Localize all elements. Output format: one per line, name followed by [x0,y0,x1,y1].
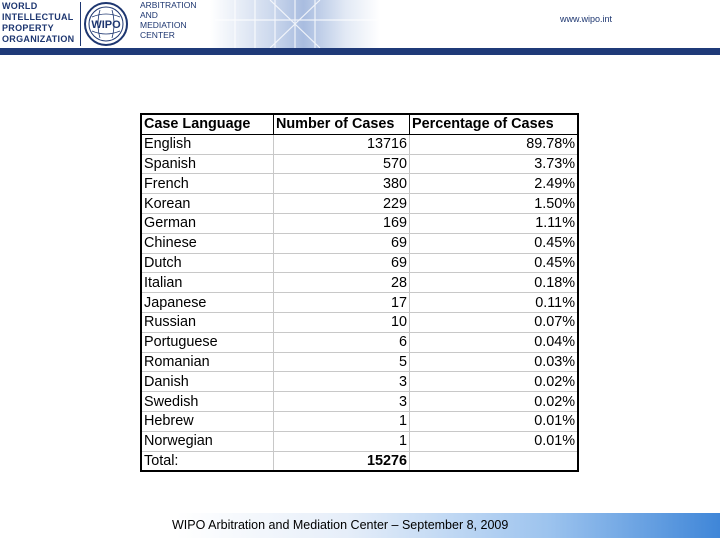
cell-number-of-cases: 28 [274,273,410,293]
cell-language: French [141,174,274,194]
header-decoration-lines [215,0,385,48]
cell-number-of-cases: 6 [274,332,410,352]
cell-percentage: 0.03% [410,352,579,372]
cell-language: Danish [141,372,274,392]
table-row [141,431,578,451]
table-total-row [141,451,578,471]
cell-number-of-cases: 5 [274,352,410,372]
cell-percentage: 0.02% [410,372,579,392]
cell-percentage: 0.07% [410,312,579,332]
table-row [141,154,578,174]
logo-text: WIPO [91,19,121,31]
cell-percentage: 0.18% [410,273,579,293]
column-header-number-of-cases: Number of Cases [274,114,410,134]
table-row [141,253,578,273]
center-name [140,0,197,40]
cell-number-of-cases: 10 [274,312,410,332]
cell-percentage: 0.02% [410,392,579,412]
cell-language: English [141,134,274,154]
cell-percentage: 1.11% [410,213,579,233]
case-language-table [140,113,579,472]
center-name-line: MEDIATION [140,20,187,30]
cell-language: German [141,213,274,233]
org-name-line: ORGANIZATION [2,34,75,44]
table-row [141,273,578,293]
org-name [2,1,78,45]
cell-number-of-cases: 380 [274,174,410,194]
cell-number-of-cases: 13716 [274,134,410,154]
cell-language: Chinese [141,233,274,253]
footer-text: WIPO Arbitration and Mediation Center – September 8, 2009 [172,518,509,532]
case-language-table-container [140,113,579,472]
cell-percentage: 0.01% [410,431,579,451]
cell-percentage: 2.49% [410,174,579,194]
cell-percentage: 1.50% [410,194,579,214]
table-row [141,312,578,332]
cell-number-of-cases: 570 [274,154,410,174]
cell-language: Romanian [141,352,274,372]
cell-percentage: 0.01% [410,411,579,431]
cell-number-of-cases: 15276 [274,451,410,471]
table-row [141,372,578,392]
cell-percentage: 0.45% [410,233,579,253]
cell-language: Norwegian [141,431,274,451]
table-row [141,134,578,154]
cell-number-of-cases: 69 [274,253,410,273]
table-row [141,233,578,253]
cell-number-of-cases: 169 [274,213,410,233]
cell-percentage: 0.45% [410,253,579,273]
table-row [141,174,578,194]
table-header-row [141,114,578,134]
table-row [141,332,578,352]
center-name-line: AND [140,10,158,20]
cell-language: Korean [141,194,274,214]
table-row [141,411,578,431]
cell-percentage: 0.04% [410,332,579,352]
center-name-line: ARBITRATION [140,0,197,10]
cell-language: Swedish [141,392,274,412]
cell-number-of-cases: 17 [274,293,410,313]
table-row [141,213,578,233]
logo-divider [80,2,81,46]
wipo-logo-icon [82,1,130,47]
cell-language: Total: [141,451,274,471]
cell-percentage: 89.78% [410,134,579,154]
cell-number-of-cases: 3 [274,392,410,412]
table-row [141,293,578,313]
cell-language: Portuguese [141,332,274,352]
table-row [141,352,578,372]
cell-number-of-cases: 1 [274,411,410,431]
website-url: www.wipo.int [560,14,613,24]
cell-language: Russian [141,312,274,332]
cell-language: Japanese [141,293,274,313]
cell-language: Dutch [141,253,274,273]
cell-number-of-cases: 3 [274,372,410,392]
cell-number-of-cases: 69 [274,233,410,253]
slide-header [0,0,720,48]
cell-language: Italian [141,273,274,293]
column-header-case-language: Case Language [141,114,274,134]
cell-language: Spanish [141,154,274,174]
org-name-line: WORLD [2,1,38,11]
cell-percentage: 0.11% [410,293,579,313]
org-name-line: PROPERTY [2,23,54,33]
table-row [141,194,578,214]
table-row [141,392,578,412]
cell-percentage: 3.73% [410,154,579,174]
cell-number-of-cases: 1 [274,431,410,451]
cell-language: Hebrew [141,411,274,431]
center-name-line: CENTER [140,30,175,40]
cell-number-of-cases: 229 [274,194,410,214]
table-body [141,134,578,471]
cell-percentage [410,451,579,471]
column-header-percentage-of-cases: Percentage of Cases [410,114,579,134]
header-bar [0,48,720,55]
org-name-line: INTELLECTUAL [2,12,74,22]
